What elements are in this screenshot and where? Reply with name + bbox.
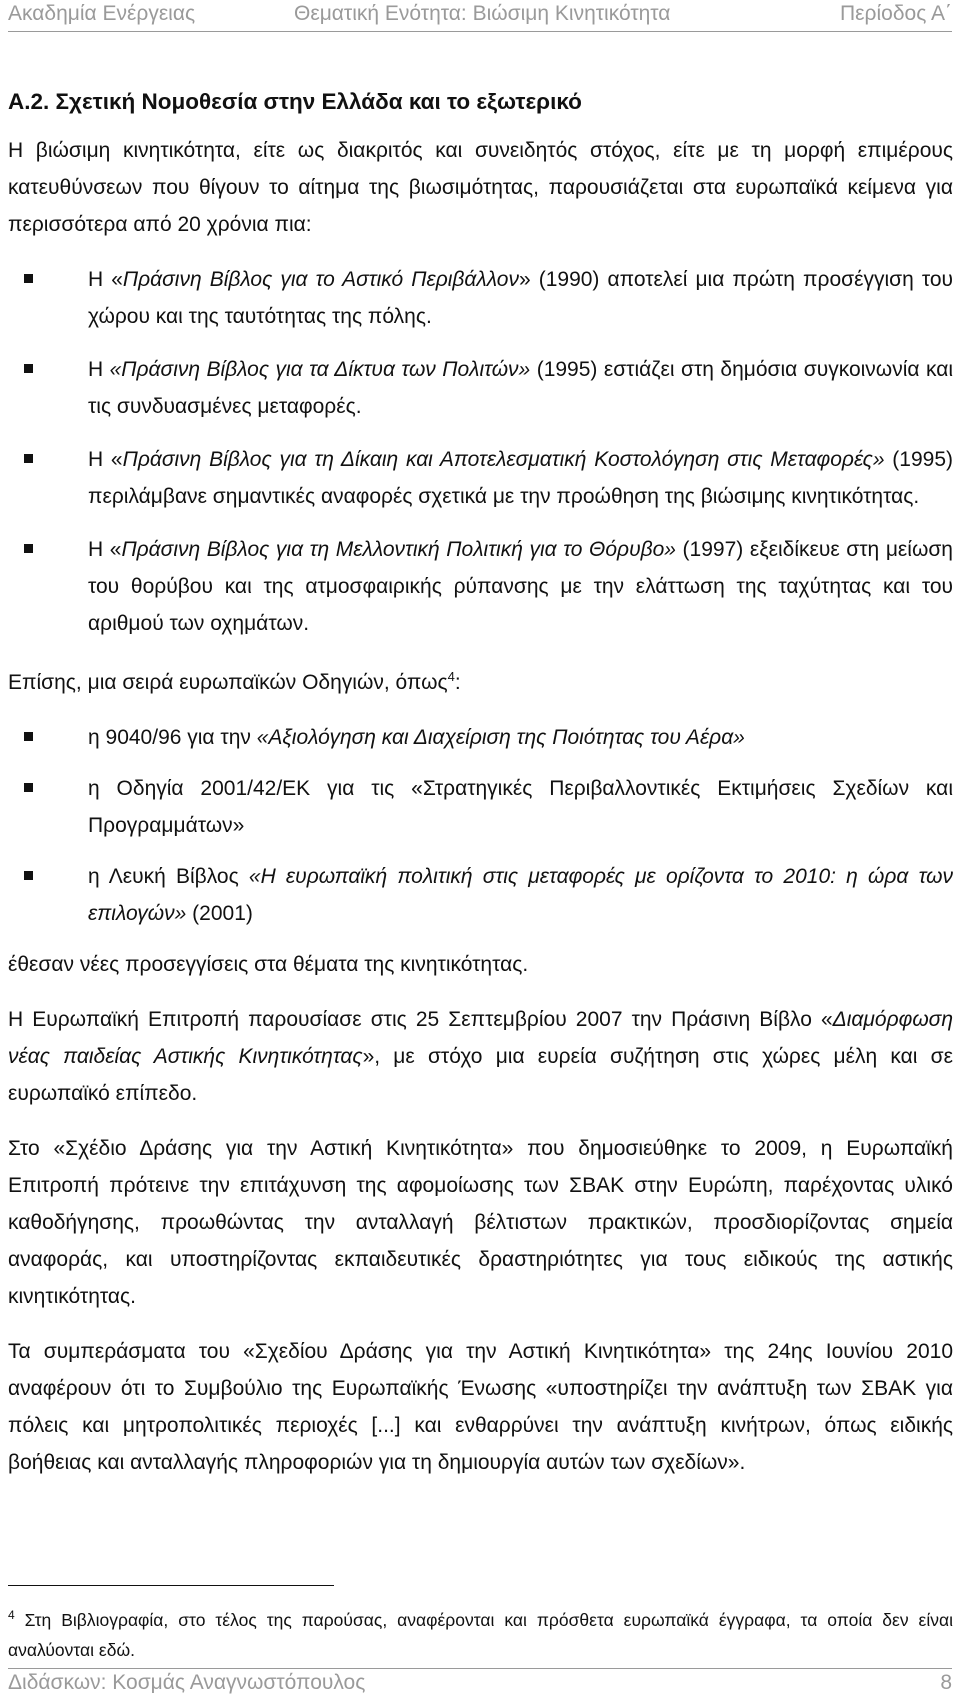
list-item-text: Η «Πράσινη Βίβλος για τη Μελλοντική Πολιτική για το Θόρυβο» (1997) εξειδίκευε στη μείωση του θορύβου και της ατμοσφαιρικής ρύπανσης με την ελάττωση της ταχύτητας και του αριθμού των οχημάτων.	[88, 538, 953, 635]
page-content	[8, 86, 953, 1499]
list-item-text: η Λευκή Βίβλος «Η ευρωπαϊκή πολιτική στις μεταφορές με ορίζοντα το 2010: η ώρα των επιλογών» (2001)	[88, 865, 953, 925]
list-item-text: Η «Πράσινη Βίβλος για το Αστικό Περιβάλλον» (1990) αποτελεί μια πρώτη προσέγγιση του χώρου και της ταυτότητας της πόλης.	[88, 268, 953, 328]
square-bullet-icon	[24, 871, 33, 880]
list-item	[8, 441, 953, 515]
square-bullet-icon	[24, 364, 33, 373]
footnote	[8, 1600, 953, 1665]
header-divider	[8, 31, 952, 32]
list-item-text: η Οδηγία 2001/42/ΕΚ για τις «Στρατηγικές Περιβαλλοντικές Εκτιμήσεις Σχεδίων και Προγραμμάτων»	[88, 777, 953, 837]
list-item-text: Η «Πράσινη Βίβλος για τη Δίκαιη και Αποτελεσματική Κοστολόγηση στις Μεταφορές» (1995) περιλάμβανε σημαντικές αναφορές σχετικά με την προώθηση της βιώσιμης κινητικότητας.	[88, 448, 954, 508]
page-footer	[8, 1671, 952, 1697]
square-bullet-icon	[24, 274, 33, 283]
footer-instructor: Διδάσκων: Κοσμάς Αναγνωστόπουλος	[8, 1671, 366, 1694]
intro-paragraph: Η βιώσιμη κινητικότητα, είτε ως διακριτός και συνειδητός στόχος, είτε με τη μορφή επιμέρους κατευθύνσεων που θίγουν το αίτημα της βιωσιμότητας, παρουσιάζεται στα ευρωπαϊκά κείμενα για περισσότερα από 20 χρόνια πια:	[8, 139, 953, 236]
conclusions-paragraph: Τα συμπεράσματα του «Σχεδίου Δράσης για την Αστική Κινητικότητα» της 24ης Ιουνίου 2010 αναφέρουν ότι το Συμβούλιο της Ευρωπαϊκής Ένωσης «υποστηρίζει την ανάπτυξη των ΣΒΑΚ για πόλεις και μητροπολιτικές περιοχές [...] και ενθαρρύνει την ανάπτυξη κινήτρων, όπως ειδικής βοήθειας και ανταλλαγής πληροφοριών για τη δημιουργία αυτών των σχεδίων».	[8, 1340, 953, 1474]
square-bullet-icon	[24, 732, 33, 741]
footnote-number: 4	[8, 1608, 15, 1622]
page-header	[8, 2, 952, 30]
header-academy: Ακαδημία Ενέργειας	[8, 2, 196, 25]
header-module: Θεματική Ενότητα: Βιώσιμη Κινητικότητα	[294, 2, 671, 25]
list-item	[8, 719, 953, 756]
section-title: A.2. Σχετική Νομοθεσία στην Ελλάδα και το εξωτερικό	[8, 89, 582, 114]
square-bullet-icon	[24, 544, 33, 553]
list-item	[8, 770, 953, 844]
list-item	[8, 858, 953, 932]
commission-paragraph: Η Ευρωπαϊκή Επιτροπή παρουσίασε στις 25 Σεπτεμβρίου 2007 την Πράσινη Βίβλο «Διαμόρφωση νέας παιδείας Αστικής Κινητικότητας», με στόχο μια ευρεία συζήτηση στις χώρες μέλη και σε ευρωπαϊκό επίπεδο.	[8, 1008, 953, 1105]
square-bullet-icon	[24, 783, 33, 792]
list-item	[8, 261, 953, 335]
footnote-divider	[8, 1585, 334, 1586]
directives-intro: Επίσης, μια σειρά ευρωπαϊκών Οδηγιών, όπως$^4$:	[8, 669, 461, 694]
list-item	[8, 351, 953, 425]
list-item-text: η 9040/96 για την «Αξιολόγηση και Διαχείριση της Ποιότητας του Αέρα»	[88, 726, 745, 749]
green-papers-list	[8, 261, 953, 642]
list-item	[8, 531, 953, 642]
list-item-text: Η «Πράσινη Βίβλος για τα Δίκτυα των Πολιτών» (1995) εστιάζει στη δημόσια συγκοινωνία και τις συνδυασμένες μεταφορές.	[88, 358, 953, 418]
action-plan-paragraph: Στο «Σχέδιο Δράσης για την Αστική Κινητικότητα» που δημοσιεύθηκε το 2009, η Ευρωπαϊκή Επιτροπή πρότεινε την επιτάχυνση της αφομοίωσης των ΣΒΑΚ στην Ευρώπη, παρέχοντας υλικό καθοδήγησης, προωθώντας την ανταλλαγή βέλτιστων πρακτικών, προσδιορίζοντας σημεία αναφοράς, και υποστηρίζοντας εκπαιδευτικές δραστηριότητες για τους ειδικούς της αστικής κινητικότητας.	[8, 1137, 953, 1308]
page-number: 8	[940, 1671, 952, 1694]
directives-outro: έθεσαν νέες προσεγγίσεις στα θέματα της κινητικότητας.	[8, 953, 529, 976]
footnote-reference[interactable]: 4	[447, 669, 455, 684]
square-bullet-icon	[24, 454, 33, 463]
footer-divider	[8, 1668, 952, 1669]
header-period: Περίοδος Α΄	[840, 2, 952, 25]
directives-list	[8, 719, 953, 932]
footnote-text: Στη Βιβλιογραφία, στο τέλος της παρούσας, αναφέρονται και πρόσθετα ευρωπαϊκά έγγραφα, τα οποία δεν είναι αναλύονται εδώ.	[8, 1609, 953, 1660]
